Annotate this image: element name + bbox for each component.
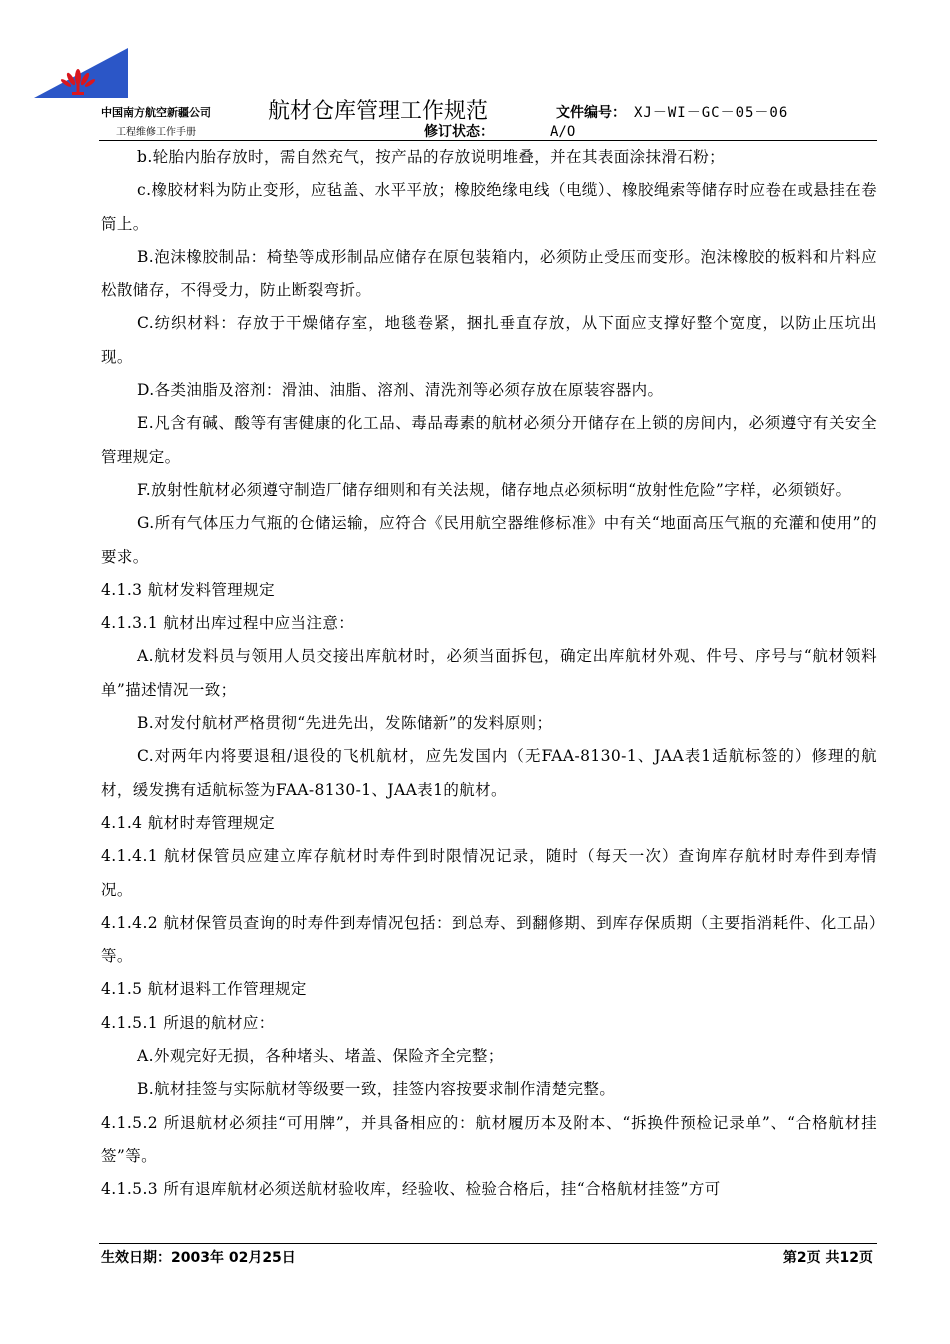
document-number-value: XJ－WI－GC－05－06	[634, 105, 789, 121]
section-heading: 4.1.4.2 航材保管员查询的时寿件到寿情况包括：到总寿、到翻修期、到库存保质期（主要指消耗件、化工品）等。	[101, 913, 877, 966]
body-paragraph: b.轮胎内胎存放时，需自然充气，按产品的存放说明堆叠，并在其表面涂抹滑石粉；	[137, 148, 726, 166]
body-paragraph: c.橡胶材料为防止变形，应毡盖、水平平放；橡胶绝缘电线（电缆）、橡胶绳索等储存时应卷在或悬挂在卷筒上。	[101, 181, 877, 233]
body-paragraph: F.放射性航材必须遵守制造厂储存细则和有关法规，储存地点必须标明“放射性危险”字样，必须锁好。	[137, 480, 852, 499]
manual-name: 工程维修工作手册	[116, 127, 196, 138]
page-number: 第2页 共12页	[782, 1250, 873, 1266]
revision-value: A/O	[550, 124, 576, 140]
section-heading: 4.1.3 航材发料管理规定	[101, 580, 275, 599]
footer-divider	[99, 1243, 877, 1244]
body-paragraph: A.外观完好无损，各种堵头、堵盖、保险齐全完整；	[137, 1047, 504, 1066]
section-heading: 4.1.5 航材退料工作管理规定	[101, 980, 307, 999]
section-heading: 4.1.4 航材时寿管理规定	[101, 813, 275, 832]
section-heading: 4.1.3.1 航材出库过程中应当注意：	[101, 614, 355, 633]
body-paragraph: B.对发付航材严格贯彻“先进先出，发陈储新”的发料原则；	[137, 714, 553, 733]
revision-label: 修订状态：	[424, 124, 494, 140]
document-body	[101, 141, 877, 1207]
document-number	[556, 102, 788, 122]
logo-blue-tail	[34, 48, 128, 98]
company-logo-icon	[34, 48, 128, 102]
body-paragraph: B.泡沫橡胶制品：椅垫等成形制品应储存在原包装箱内，必须防止受压而变形。泡沫橡胶的板料和片料应松散储存，不得受力，防止断裂弯折。	[101, 247, 877, 300]
body-paragraph: C.纺织材料：存放于干燥储存室，地毯卷紧，捆扎垂直存放，从下面应支撑好整个宽度，以防止压坑出现。	[101, 314, 877, 366]
body-paragraph: E.凡含有碱、酸等有害健康的化工品、毒品毒素的航材必须分开储存在上锁的房间内，必须遵守有关安全管理规定。	[101, 414, 877, 466]
company-name: 中国南方航空新疆公司	[101, 106, 211, 119]
body-paragraph: B.航材挂签与实际航材等级要一致，挂签内容按要求制作清楚完整。	[137, 1080, 616, 1099]
revision-status	[424, 121, 575, 141]
document-number-label: 文件编号：	[556, 105, 626, 121]
body-paragraph: A.航材发料员与领用人员交接出库航材时，必须当面拆包，确定出库航材外观、件号、序号与“航材领料单”描述情况一致；	[101, 647, 877, 699]
section-heading: 4.1.5.3 所有退库航材必须送航材验收库，经验收、检验合格后，挂“合格航材挂签”方可	[101, 1180, 721, 1199]
body-paragraph: D.各类油脂及溶剂：滑油、油脂、溶剂、清洗剂等必须存放在原装容器内。	[137, 381, 664, 400]
body-paragraph: G.所有气体压力气瓶的仓储运输，应符合《民用航空器维修标准》中有关“地面高压气瓶的充灌和使用”的要求。	[101, 514, 877, 566]
section-heading: 4.1.5.2 所退航材必须挂“可用牌”，并具备相应的：航材履历本及附本、“拆换件预检记录单”、“合格航材挂签”等。	[101, 1113, 877, 1165]
body-paragraph: C.对两年内将要退租/退役的飞机航材，应先发国内（无FAA-8130-1、JAA表1适航标签的）修理的航材，缓发携有适航标签为FAA-8130-1、JAA表1的航材。	[101, 747, 877, 799]
section-heading: 4.1.4.1 航材保管员应建立库存航材时寿件到时限情况记录，随时（每天一次）查询库存航材时寿件到寿情况。	[101, 847, 877, 899]
effective-date: 生效日期：2003年 02月25日	[101, 1250, 296, 1266]
document-title: 航材仓库管理工作规范	[268, 99, 489, 124]
section-heading: 4.1.5.1 所退的航材应：	[101, 1013, 275, 1032]
